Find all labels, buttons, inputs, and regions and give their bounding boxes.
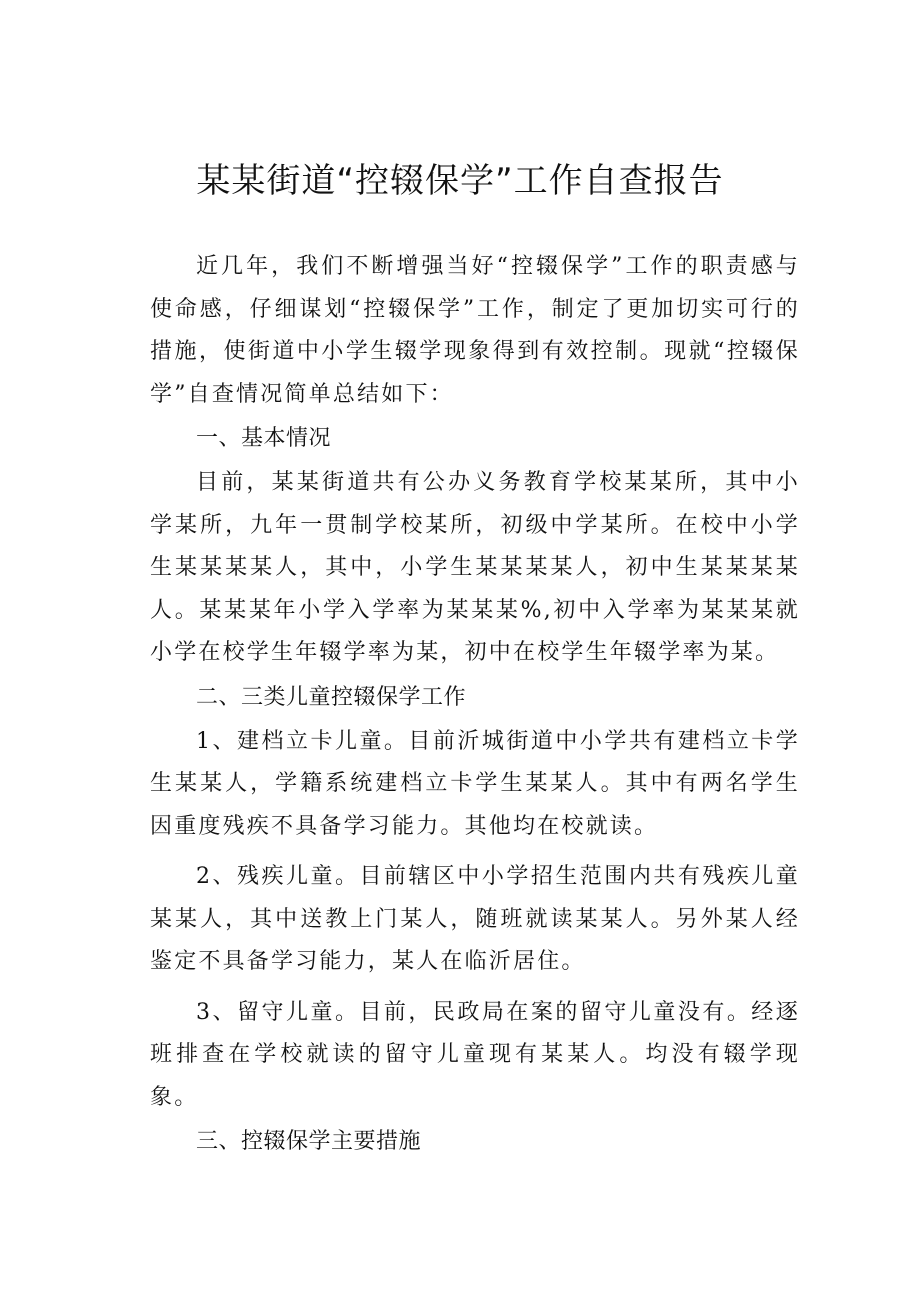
- basic-situation-paragraph: 目前，某某街道共有公办义务教育学校某某所，其中小学某所，九年一贯制学校某所，初级中学某所。在校中小学生某某某某人，其中，小学生某某某某人，初中生某某某某人。某某某年小学入学率为某某某%,初中入学率为某某某就小学在校学生年辍学率为某，初中在校学生年辍学率为某。: [150, 470, 800, 665]
- intro-paragraph: 近几年，我们不断增强当好“控辍保学”工作的职责感与使命感，仔细谋划“控辍保学”工作，制定了更加切实可行的措施，使街道中小学生辍学现象得到有效控制。现就“控辍保学”自查情况简单总结如下：: [150, 254, 800, 407]
- document-body: [150, 246, 800, 1165]
- item-left-behind-children: 3、留守儿童。目前，民政局在案的留守儿童没有。经逐班排查在学校就读的留守儿童现有某某人。均没有辍学现象。: [150, 999, 800, 1110]
- document-title: 某某街道“控辍保学”工作自查报告: [196, 161, 724, 201]
- section-heading-three-types-children: 二、三类儿童控辍保学工作: [196, 684, 467, 710]
- item-registered-children: 1、建档立卡儿童。目前沂城街道中小学共有建档立卡学生某某人，学籍系统建档立卡学生某某人。其中有两名学生因重度残疾不具备学习能力。其他均在校就读。: [150, 728, 800, 839]
- section-heading-main-measures: 三、控辍保学主要措施: [196, 1129, 422, 1154]
- section-heading-basic-situation: 一、基本情况: [196, 426, 332, 451]
- item-disabled-children: 2、残疾儿童。目前辖区中小学招生范围内共有残疾儿童某某人，其中送教上门某人，随班就读某某人。另外某人经鉴定不具备学习能力，某人在临沂居住。: [150, 864, 800, 974]
